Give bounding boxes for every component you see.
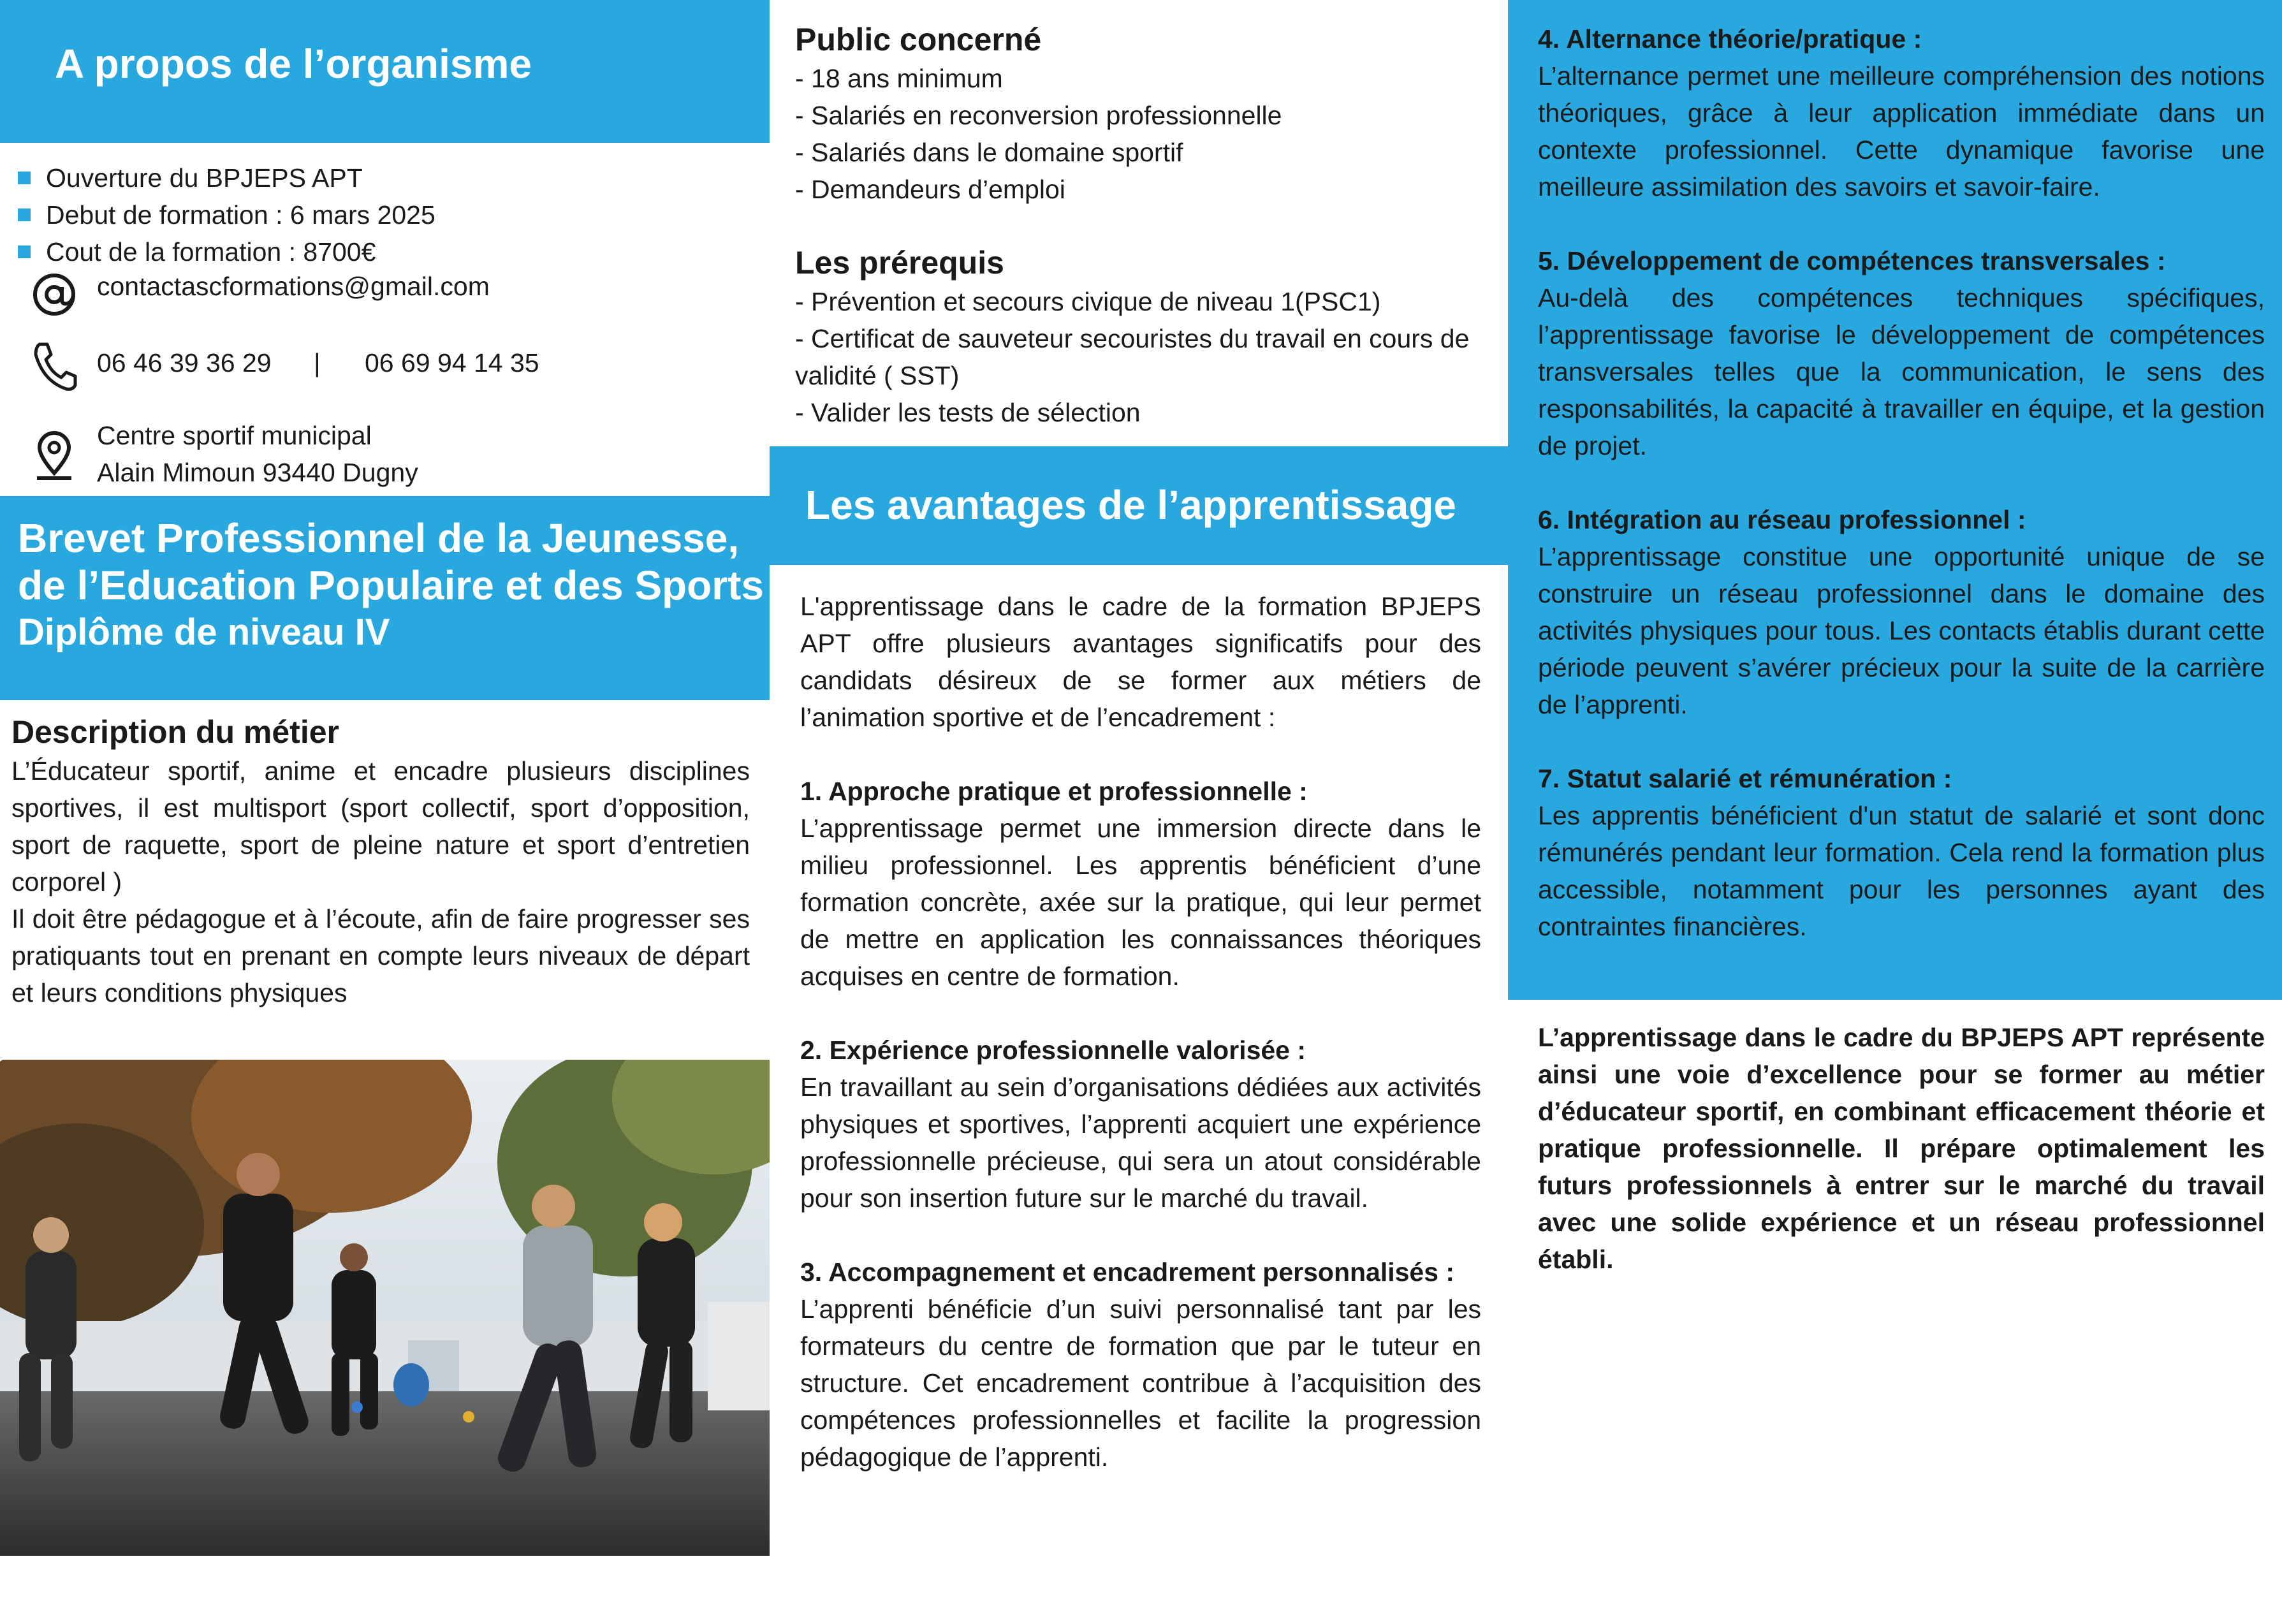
job-paragraph-2: Il doit être pédagogue et à l’écoute, afin de faire progresser ses pratiquants tout en prenant en compte leurs niveaux de départ et leurs conditions physiques	[11, 904, 750, 1007]
item-5-text: Au-delà des compétences techniques spécifiques, l’apprentissage favorise le développement de compétences transversales telles que la communication, le sens des responsabilités, la capacité à travailler en équipe, et la gestion de projet.	[1538, 283, 2265, 460]
address-line-2: Alain Mimoun 93440 Dugny	[97, 458, 418, 487]
advantages-header-band	[770, 446, 1508, 565]
advantages-title: Les avantages de l’apprentissage	[805, 482, 1456, 528]
item-6-heading: 6. Intégration au réseau professionnel :	[1538, 505, 2026, 534]
prereq-section	[795, 242, 1509, 431]
item-3-text: L’apprenti bénéficie d’un suivi personnalisé tant par les formateurs du centre de formation que par le tuteur en structure. Cet encadrement contribue à l’acquisition des compétences professionnelles et facilite la progression pédagogique de l’apprenti.	[800, 1294, 1481, 1472]
diploma-title-line-2: de l’Education Populaire et des Sports	[18, 562, 764, 608]
item-7-text: Les apprentis bénéficient d'un statut de salarié et sont donc rémunérés pendant leur formation. Cela rend la formation plus accessible, notamment pour les personnes ayant des contraintes financières.	[1538, 801, 2265, 941]
list-item: - Prévention et secours civique de niveau 1(PSC1)	[795, 287, 1381, 316]
item-1-heading: 1. Approche pratique et professionnelle :	[800, 777, 1308, 806]
contact-address	[26, 414, 759, 491]
advantages-body	[800, 588, 1481, 1475]
item-1-text: L’apprentissage permet une immersion directe dans le milieu professionnel. Les apprentis bénéficient d’une formation concrète, axée sur la pratique, qui leur permet de mettre en application les connaissances théoriques acquises en centre de formation.	[800, 814, 1481, 991]
conclusion-text: L’apprentissage dans le cadre du BPJEPS APT représente ainsi une voie d’excellence pour se former au métier d’éducateur sportif, en combinant efficacement théorie et pratique professionnelle. Il prépare optimalement les futurs professionnels à entrer sur le marché du travail avec une solide expérience et un réseau professionnel établi.	[1538, 1023, 2265, 1274]
address-line-1: Centre sportif municipal	[97, 421, 372, 450]
prereq-heading: Les prérequis	[795, 245, 1004, 281]
list-item: - Salariés en reconversion professionnelle	[795, 101, 1282, 130]
job-heading: Description du métier	[11, 714, 339, 750]
item-6-text: L’apprentissage constitue une opportunité unique de se construire un réseau professionnel dans le domaine des activités physiques pour tous. Les contacts établis durant cette période peuvent s’avérer précieux pour la suite de la carrière de l’apprenti.	[1538, 542, 2265, 719]
list-item: Ouverture du BPJEPS APT	[0, 159, 770, 196]
phone-separator: |	[314, 348, 321, 377]
phone-icon	[31, 339, 78, 393]
list-item: Cout de la formation : 8700€	[0, 233, 770, 270]
phone-number-1: 06 46 39 36 29	[97, 348, 272, 377]
diploma-level: Diplôme de niveau IV	[18, 611, 390, 653]
about-title: A propos de l’organisme	[55, 41, 532, 87]
public-heading: Public concerné	[795, 22, 1042, 57]
contact-phone	[26, 339, 759, 397]
sports-training-photo	[0, 1060, 770, 1556]
item-5-heading: 5. Développement de compétences transversales :	[1538, 246, 2166, 275]
job-paragraph-1: L’Éducateur sportif, anime et encadre plusieurs disciplines sportives, il est multisport (sport collectif, sport d’opposition, sport de raquette, sport de pleine nature et sport d’entretien corporel )	[11, 756, 750, 896]
diploma-band	[0, 496, 770, 700]
email-text: contactascformations@gmail.com	[97, 272, 490, 301]
at-sign-icon	[31, 267, 78, 320]
list-item: Debut de formation : 6 mars 2025	[0, 196, 770, 233]
item-4-text: L’alternance permet une meilleure compréhension des notions théoriques, grâce à leur application immédiate dans un contexte professionnel. Cette dynamique favorise une meilleure assimilation des savoirs et savoir-faire.	[1538, 61, 2265, 201]
item-2-heading: 2. Expérience professionnelle valorisée :	[800, 1035, 1306, 1065]
list-item: - Valider les tests de sélection	[795, 398, 1141, 427]
item-7-heading: 7. Statut salarié et rémunération :	[1538, 764, 1952, 793]
public-section	[795, 19, 1509, 208]
list-item: - Salariés dans le domaine sportif	[795, 138, 1183, 167]
job-description	[11, 712, 750, 1011]
list-item: - Certificat de sauveteur secouristes du travail en cours de validité ( SST)	[795, 324, 1470, 390]
info-bullet-list	[0, 159, 770, 270]
list-item: - 18 ans minimum	[795, 64, 1003, 93]
phone-number-2: 06 69 94 14 35	[365, 348, 539, 377]
list-item: - Demandeurs d’emploi	[795, 175, 1065, 204]
diploma-title-line-1: Brevet Professionnel de la Jeunesse,	[18, 515, 740, 561]
advantages-intro: L'apprentissage dans le cadre de la formation BPJEPS APT offre plusieurs avantages significatifs pour des candidats désireux de se former aux métiers de l’animation sportive et de l’encadrement :	[800, 592, 1481, 732]
conclusion	[1538, 1019, 2265, 1278]
location-pin-icon	[31, 428, 78, 482]
item-3-heading: 3. Accompagnement et encadrement personnalisés :	[800, 1257, 1455, 1287]
contact-email	[26, 267, 759, 324]
about-header-band	[0, 0, 770, 143]
advantages-continued-body	[1538, 20, 2265, 945]
item-2-text: En travaillant au sein d’organisations dédiées aux activités physiques et sportives, l’apprenti acquiert une expérience professionnelle précieuse, qui sera un atout considérable pour son insertion future sur le marché du travail.	[800, 1072, 1481, 1213]
item-4-heading: 4. Alternance théorie/pratique :	[1538, 24, 1922, 54]
